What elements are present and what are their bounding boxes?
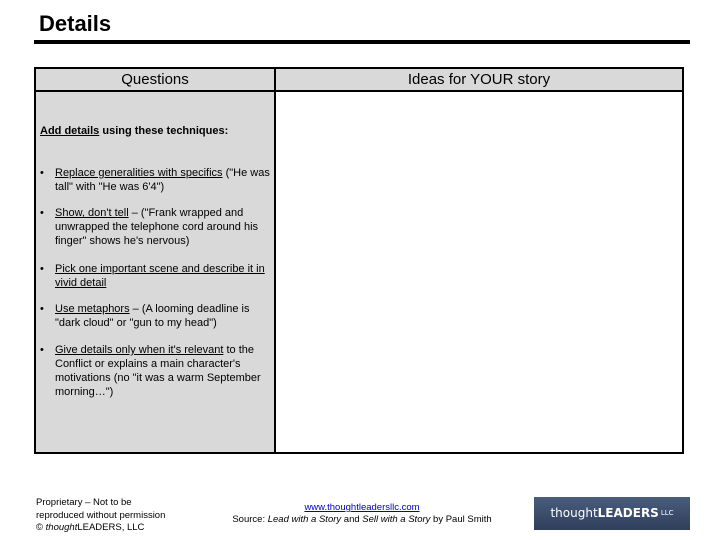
book-title-1: Lead with a Story <box>267 514 342 525</box>
footer-line <box>36 522 165 535</box>
website-link[interactable]: www.thoughtleadersllc.com <box>304 502 420 513</box>
bullet-dot: • <box>40 303 44 315</box>
bullet-dot: • <box>40 167 44 179</box>
footer-line: Proprietary – Not to be <box>36 497 132 508</box>
bullet-rest: – ("Frank wrapped and unwrapped the telephone cord around his finger" shows he's nervous) <box>55 207 259 247</box>
details-table <box>34 67 684 454</box>
copyright-symbol: © <box>36 522 46 533</box>
logo-thought: thought <box>550 506 598 520</box>
intro-text <box>40 125 228 137</box>
intro-rest: using these techniques: <box>99 125 229 137</box>
intro-underlined: Add details <box>40 125 100 137</box>
bullet-dot: • <box>40 207 44 219</box>
bullet-item <box>40 206 272 248</box>
bullet-rest: to the Conflict or explains a main character's motivations (no "it was a warm September morning…") <box>55 344 261 398</box>
ideas-header: Ideas for YOUR story <box>276 69 682 92</box>
bullet-item <box>40 262 272 290</box>
logo-llc: LLC <box>660 509 674 517</box>
bullet-underlined: Use metaphors <box>55 303 130 315</box>
bullet-item <box>40 166 272 194</box>
bullet-rest: ("He was tall" with "He was 6'4") <box>55 167 270 193</box>
book-title-2: Sell with a Story <box>362 514 431 525</box>
source-line <box>224 514 500 526</box>
source-and: and <box>341 514 363 525</box>
thought-italic: thought <box>45 522 78 533</box>
bullet-item <box>40 343 272 399</box>
source-suffix: by Paul Smith <box>430 514 492 525</box>
bullet-underlined: Pick one important scene and describe it in vivid detail <box>55 263 265 289</box>
title-rule <box>34 40 690 44</box>
thoughtleaders-logo <box>534 497 690 530</box>
source-prefix: Source: <box>232 514 268 525</box>
bullet-dot: • <box>40 344 44 356</box>
bullet-underlined: Replace generalities with specifics <box>55 167 223 179</box>
bullet-underlined: Show, don't tell <box>55 207 129 219</box>
footer-line: reproduced without permission <box>36 509 166 521</box>
bullet-item <box>40 302 272 330</box>
copyright-footer <box>36 497 165 535</box>
ideas-cell[interactable] <box>276 92 682 452</box>
leaders-text: LEADERS, LLC <box>77 522 145 533</box>
bullet-dot: • <box>40 263 44 275</box>
bullet-underlined: Give details only when it's relevant <box>55 344 224 356</box>
source-footer <box>224 502 500 526</box>
questions-cell <box>36 92 276 452</box>
logo-leaders: LEADERS <box>597 506 659 520</box>
bullet-rest: – (A looming deadline is "dark cloud" or "gun to my head") <box>55 303 250 329</box>
questions-header: Questions <box>36 69 276 92</box>
page-title: Details <box>39 11 112 36</box>
